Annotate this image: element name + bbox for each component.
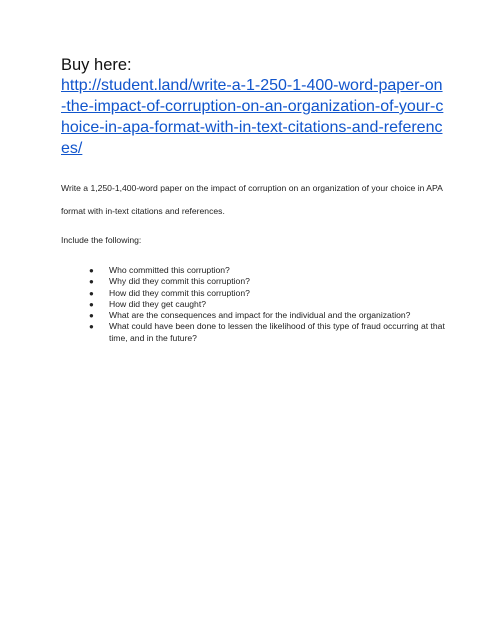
bullet-icon: ●	[89, 311, 94, 321]
assignment-intro: Write a 1,250-1,400-word paper on the impact of corruption on an organization of your choice in APA format with in-text citations and references.	[61, 183, 443, 216]
list-item-text: How did they commit this corruption?	[109, 287, 250, 298]
bullet-icon: ●	[89, 288, 94, 298]
question-list	[61, 265, 451, 344]
list-item-text: Why did they commit this corruption?	[109, 276, 250, 287]
include-label: Include the following:	[61, 235, 142, 245]
list-item	[89, 288, 451, 299]
bullet-icon: ●	[89, 299, 94, 309]
buy-heading: Buy here:	[61, 56, 132, 74]
list-item	[89, 310, 451, 321]
bullet-icon: ●	[89, 277, 94, 287]
list-item-text: How did they get caught?	[109, 298, 206, 309]
bullet-icon: ●	[89, 266, 94, 275]
list-item-text: What are the consequences and impact for the individual and the organization?	[109, 310, 411, 321]
list-item	[89, 321, 451, 344]
list-item	[89, 265, 451, 276]
list-item	[89, 299, 451, 310]
list-item	[89, 276, 451, 287]
document-content	[61, 55, 451, 344]
bullet-icon: ●	[89, 322, 94, 332]
list-item-text: Who committed this corruption?	[109, 265, 230, 275]
list-item-text: What could have been done to lessen the likelihood of this type of fraud occurring at that time, and in the future?	[109, 321, 445, 343]
purchase-link[interactable]: http://student.land/write-a-1-250-1-400-word-paper-on-the-impact-of-corruption-on-an-organization-of-your-choice-in-apa-format-with-in-text-citations-and-references/	[61, 77, 444, 157]
